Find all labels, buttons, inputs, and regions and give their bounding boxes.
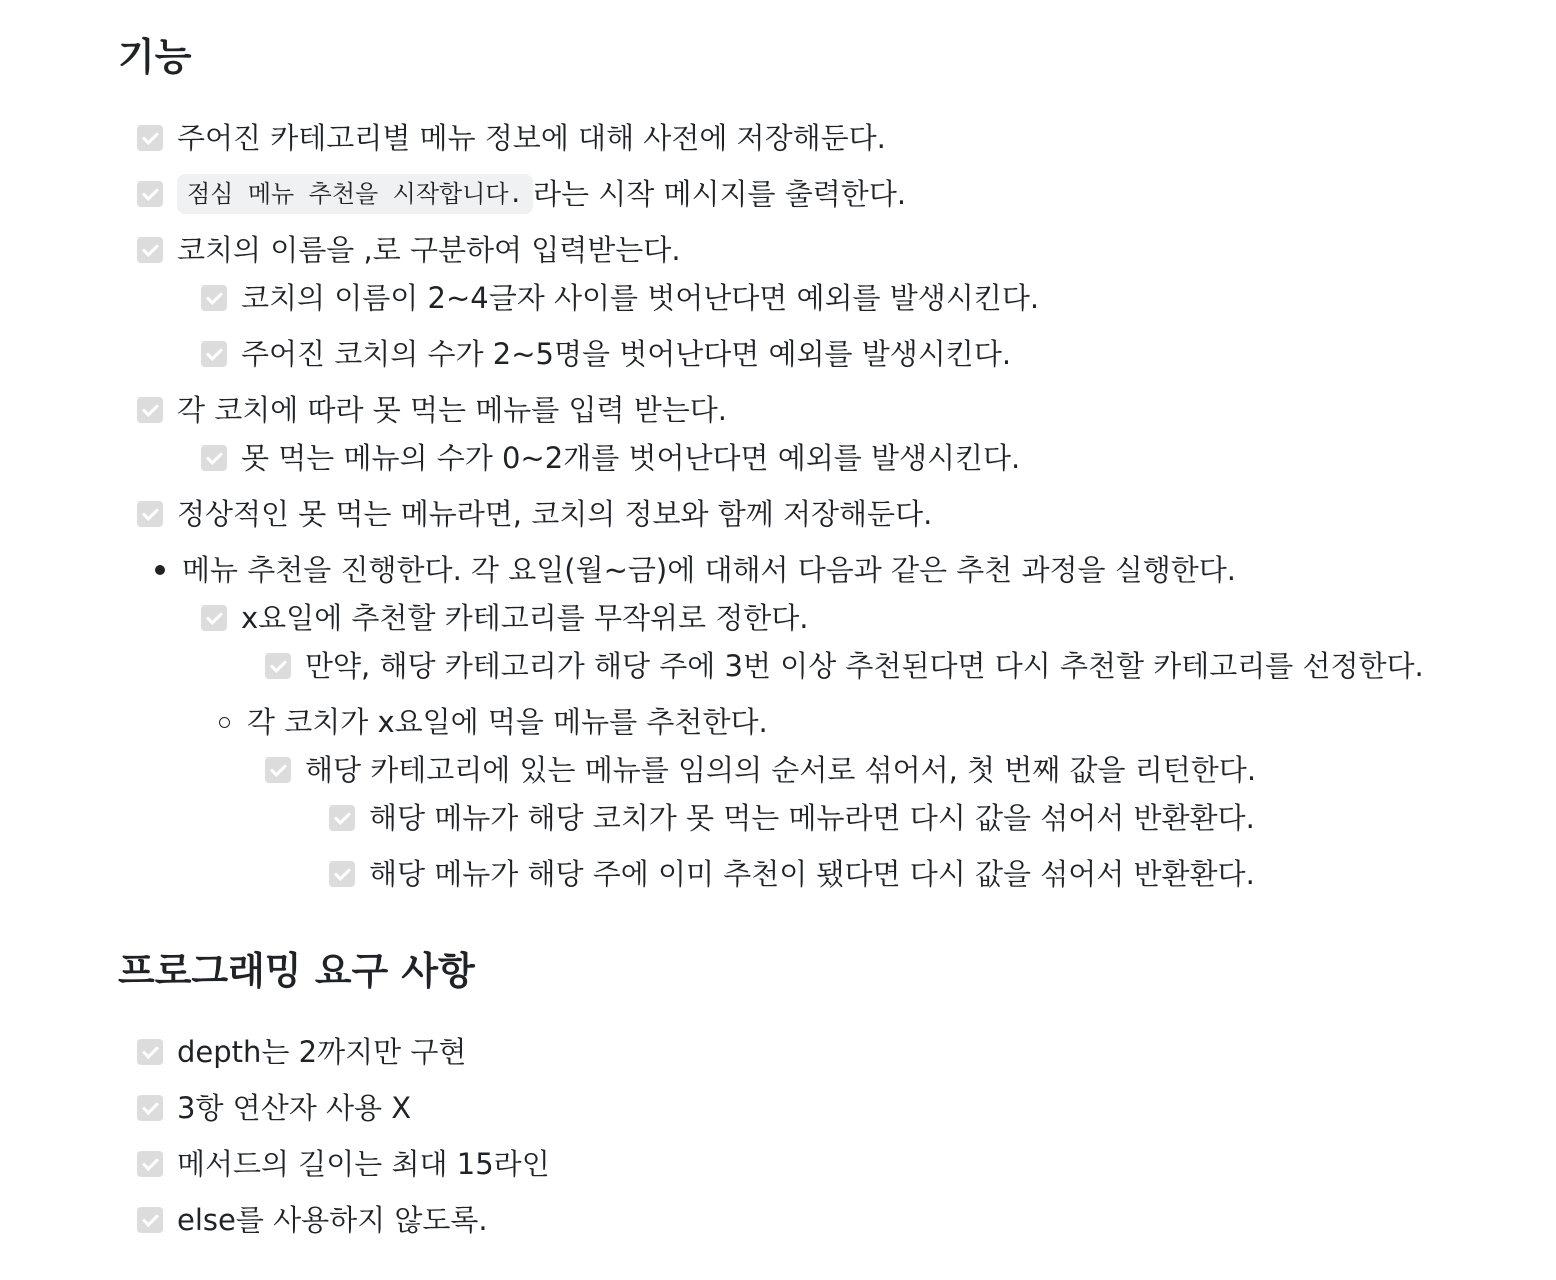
list-item — [219, 702, 768, 742]
checkbox-checked-icon[interactable] — [201, 285, 227, 311]
checkbox-checked-icon[interactable] — [137, 1095, 163, 1121]
checkbox-checked-icon[interactable] — [201, 605, 227, 631]
task-text: 각 코치에 따라 못 먹는 메뉴를 입력 받는다. — [177, 393, 727, 427]
list-item — [155, 550, 1236, 590]
task-item — [329, 854, 1255, 894]
task-text: 해당 메뉴가 해당 주에 이미 추천이 됐다면 다시 값을 섞어서 반환환다. — [369, 857, 1255, 891]
task-text: 정상적인 못 먹는 메뉴라면, 코치의 정보와 함께 저장해둔다. — [177, 497, 933, 531]
task-text: 라는 시작 메시지를 출력한다. — [533, 177, 907, 211]
bullet-disc-icon — [155, 565, 165, 575]
task-text: 만약, 해당 카테고리가 해당 주에 3번 이상 추천된다면 다시 추천할 카테고리를 선정한다. — [305, 649, 1424, 683]
task-item — [137, 1144, 550, 1184]
task-item — [137, 1200, 488, 1240]
checkbox-checked-icon[interactable] — [137, 397, 163, 423]
checkbox-checked-icon[interactable] — [265, 653, 291, 679]
task-text: 코치의 이름이 2~4글자 사이를 벗어난다면 예외를 발생시킨다. — [241, 281, 1040, 315]
checkbox-checked-icon[interactable] — [137, 125, 163, 151]
checkbox-checked-icon[interactable] — [201, 341, 227, 367]
task-item — [201, 334, 1011, 374]
list-text: 각 코치가 x요일에 먹을 메뉴를 추천한다. — [247, 705, 768, 739]
task-item — [265, 750, 1256, 790]
checkbox-checked-icon[interactable] — [137, 237, 163, 263]
task-item — [201, 278, 1039, 318]
task-text: 주어진 카테고리별 메뉴 정보에 대해 사전에 저장해둔다. — [177, 121, 886, 155]
checkbox-checked-icon[interactable] — [329, 805, 355, 831]
task-text: 못 먹는 메뉴의 수가 0~2개를 벗어난다면 예외를 발생시킨다. — [241, 441, 1021, 475]
task-item — [137, 494, 932, 534]
task-item — [137, 390, 727, 430]
task-text: 해당 카테고리에 있는 메뉴를 임의의 순서로 섞어서, 첫 번째 값을 리턴한다. — [305, 753, 1257, 787]
list-text: 메뉴 추천을 진행한다. 각 요일(월~금)에 대해서 다음과 같은 추천 과정을 실행한다. — [182, 553, 1236, 587]
section-title-features: 기능 — [118, 35, 192, 79]
checkbox-checked-icon[interactable] — [201, 445, 227, 471]
task-text: 코치의 이름을 ,로 구분하여 입력받는다. — [177, 233, 681, 267]
bullet-circle-icon — [219, 717, 230, 728]
checkbox-checked-icon[interactable] — [137, 501, 163, 527]
task-item — [137, 1088, 411, 1128]
checkbox-checked-icon[interactable] — [329, 861, 355, 887]
task-text: else를 사용하지 않도록. — [177, 1203, 488, 1237]
checkbox-checked-icon[interactable] — [137, 181, 163, 207]
inline-code: 점심 메뉴 추천을 시작합니다. — [177, 174, 533, 214]
task-item — [201, 598, 809, 638]
checkbox-checked-icon[interactable] — [137, 1151, 163, 1177]
task-item — [137, 230, 681, 270]
task-text: 메서드의 길이는 최대 15라인 — [177, 1147, 550, 1181]
task-text: 주어진 코치의 수가 2~5명을 벗어난다면 예외를 발생시킨다. — [241, 337, 1012, 371]
checkbox-checked-icon[interactable] — [137, 1039, 163, 1065]
task-text: depth는 2까지만 구현 — [177, 1035, 467, 1069]
task-item — [265, 646, 1424, 686]
task-item — [329, 798, 1255, 838]
task-text: 해당 메뉴가 해당 코치가 못 먹는 메뉴라면 다시 값을 섞어서 반환환다. — [369, 801, 1255, 835]
task-item — [137, 174, 906, 214]
task-text: 3항 연산자 사용 X — [177, 1091, 412, 1125]
task-item — [201, 438, 1020, 478]
checkbox-checked-icon[interactable] — [137, 1207, 163, 1233]
task-text: x요일에 추천할 카테고리를 무작위로 정한다. — [241, 601, 809, 635]
task-item — [137, 1032, 466, 1072]
task-item — [137, 118, 886, 158]
checkbox-checked-icon[interactable] — [265, 757, 291, 783]
section-title-programming-requirements: 프로그래밍 요구 사항 — [118, 949, 475, 993]
